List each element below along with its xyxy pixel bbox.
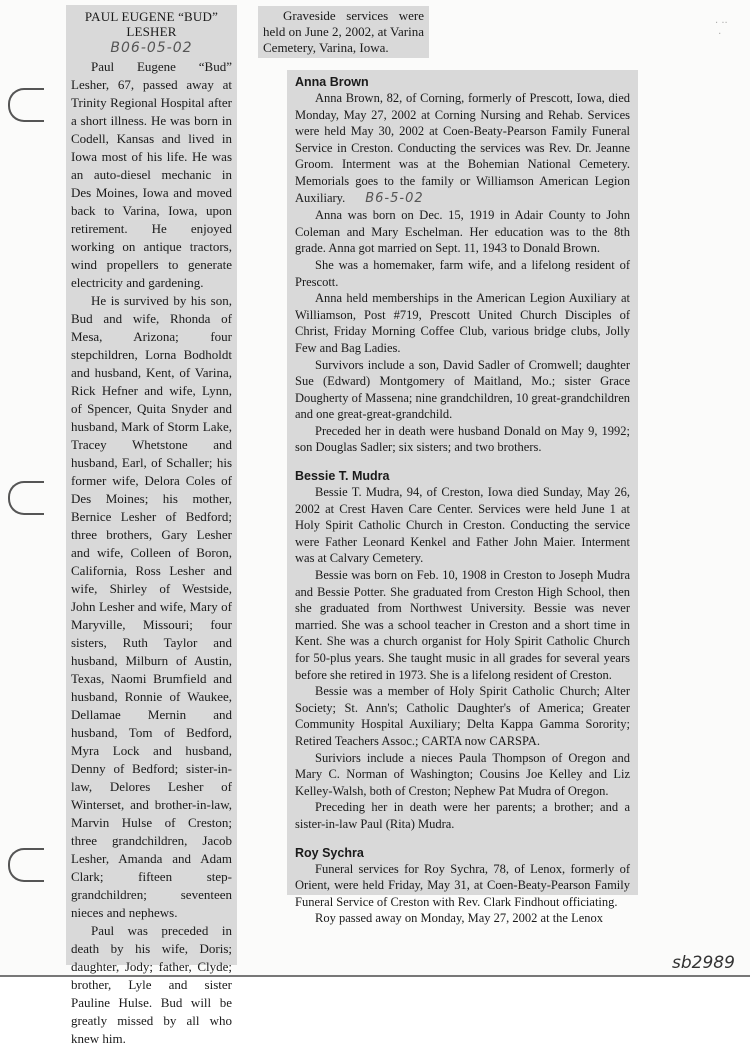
obituary-paragraph: Anna held memberships in the American Legion Auxiliary at Williamson, Post #719, Prescott United Church Disciples of Christ, Friday Morning Coffee Club, various bridge clubs, Jolly Few and Bag Ladies. [295, 291, 630, 355]
page-reference-number: sb2989 [672, 953, 735, 973]
obituary-bessie-mudra [295, 468, 630, 832]
binder-hole-bottom [8, 848, 44, 882]
obituary-paragraph: He is survived by his son, Bud and wife, Rhonda of Mesa, Arizona; four stepchildren, Lorna Bodholdt and husband, Kent, of Varina, Rick Hefner and wife, Lynn, of Spencer, Quita Snyder and husband, Mark of Storm Lake, Tracey Whetstone and husband, Earl, of Schaller; his former wife, Delora Coles of Des Moines; his mother, Bernice Lesher of Bedford; three brothers, Gary Lesher and wife, Colleen of Boron, California, Ross Lesher and wife, Shirley of Westside, John Lesher and wife, Mary of Maryville, Missouri; four sisters, Ruth Taylor and husband, Milburn of Austin, Texas, Naomi Brumfield and husband, Ronnie of Waukee, Dellamae Mernin and husband, Tom of Bedford, Myra Lock and husband, Denny of Bedford; sister-in-law, Delores Lesher of Winterset, and brother-in-law, Marvin Hulse of Creston; three grandchildren, Jacob Lesher, Amanda and Adam Clark; fifteen step-grandchildren; seventeen nieces and nephews. [71, 293, 232, 920]
obituary-paragraph: Paul was preceded in death by his wife, Doris; daughter, Jody; father, Clyde; brother, Lyle and sister Pauline Hulse. Bud will be greatly missed by all who knew him. [71, 923, 232, 1046]
obituary-paragraph: Roy passed away on Monday, May 27, 2002 at the Lenox [315, 911, 604, 926]
obituary-anna-brown [295, 74, 630, 456]
handwritten-date: B06-05-02 [110, 40, 193, 56]
obituary-paragraph: Survivors include a son, David Sadler of Cromwell; daughter Sue (Edward) Montgomery of Maitland, Mo.; sister Grace Dougherty of Massena; nine grandchildren, 10 great-grandchildren and one great-great-grandchild. [295, 357, 630, 422]
binder-hole-middle [8, 481, 44, 515]
graveside-text: Graveside services were held on June 2, 2002, at Varina Cemetery, Varina, Iowa. [263, 8, 424, 55]
graveside-services-clipping [258, 6, 429, 58]
handwritten-date: B6-5-02 [365, 190, 424, 206]
obituary-heading-line2: LESHER [126, 24, 177, 39]
obituary-heading: Bessie T. Mudra [295, 469, 390, 484]
obituary-paragraph: Preceding her in death were her parents; a brother; and a sister-in-law Paul (Rita) Mudra. [295, 800, 630, 831]
obituary-paragraph: Suriviors include a nieces Paula Thompson of Oregon and Mary C. Norman of Washington; Cousins Joe Kelley and Liz Kelley-Walsh, both of Creston; Nephew Pat Mudra of Oregon. [295, 750, 630, 798]
obituary-paragraph: Bessie was a member of Holy Spirit Catholic Church; Alter Society; St. Ann's; Catholic Daughter's of America; Greater Community Hospital Auxiliary; Delta Kappa Gamma Sorority; Retired Teachers Assoc.; CARTA now CARSPA. [295, 684, 630, 748]
obituary-paragraph: Anna Brown, 82, of Corning, formerly of Prescott, Iowa, died Monday, May 27, 2002 at Corning Nursing and Rehab. Services were held May 30, 2002 at Coen-Beaty-Pearson Family Funeral Service in Creston. Conducting the services was Rev. Dr. Jeanne Groom. Interment was at the Bohemian National Cemetery. Memorials goes to the family or Williamson American Legion Auxiliary. [295, 91, 630, 205]
paper-bottom-edge [0, 975, 750, 977]
page-smudge-marks: · ·· · [715, 18, 728, 40]
obituary-paragraph: Bessie T. Mudra, 94, of Creston, Iowa died Sunday, May 26, 2002 at Crest Haven Care Center. Services were held June 1 at Holy Spirit Catholic Church in Creston. Conducting the service were Father Leonard Kenkel and Father John Maier. Interment was at Calvary Cemetery. [295, 485, 630, 566]
obituary-heading: Anna Brown [295, 75, 369, 89]
obituary-roy-sychra [295, 845, 630, 927]
obituary-paragraph: Preceded her in death were husband Donald on May 9, 1992; son Douglas Sadler; six sisters; and two brothers. [295, 423, 630, 455]
obituary-paragraph: Funeral services for Roy Sychra, 78, of Lenox, formerly of Orient, were held Friday, May 31, at Coen-Beaty-Pearson Family Funeral Service of Creston with Rev. Clark Findhout officiating. [295, 861, 630, 909]
obituary-clipping-group [287, 70, 638, 926]
obituary-heading-line1: PAUL EUGENE “BUD” [84, 9, 219, 24]
obituary-paragraph: Anna was born on Dec. 15, 1919 in Adair County to John Coleman and Mary Eschelman. Her education was to the 8th grade. Anna got married on Sept. 11, 1943 to Donald Brown. [295, 208, 630, 256]
binder-hole-top [8, 88, 44, 122]
obituary-heading: Roy Sychra [295, 845, 364, 860]
obituary-paragraph: Paul Eugene “Bud” Lesher, 67, passed away at Trinity Regional Hospital after a short illness. He was born in Codell, Kansas and lived in Iowa most of his life. He was an auto-diesel mechanic in Des Moines, Iowa and moved back to Varina, Iowa, upon retirement. He enjoyed working on antique tractors, wind propellers to generate electricity and gardening. [71, 59, 232, 290]
obituary-clipping-lesher [66, 5, 237, 1046]
obituary-paragraph: Bessie was born on Feb. 10, 1908 in Creston to Joseph Mudra and Bessie Potter. She graduated from Creston High School, then she graduated from Northwest University. Bessie was never married. She was a school teacher in Creston and a short time in Kent. She was a church organist for Holy Spirit Catholic Church for 50-plus years. She taught music in all grades for several years before she retired in 1973. She is a lifelong resident of Creston. [295, 568, 630, 682]
obituary-paragraph: She was a homemaker, farm wife, and a lifelong resident of Prescott. [295, 257, 630, 289]
